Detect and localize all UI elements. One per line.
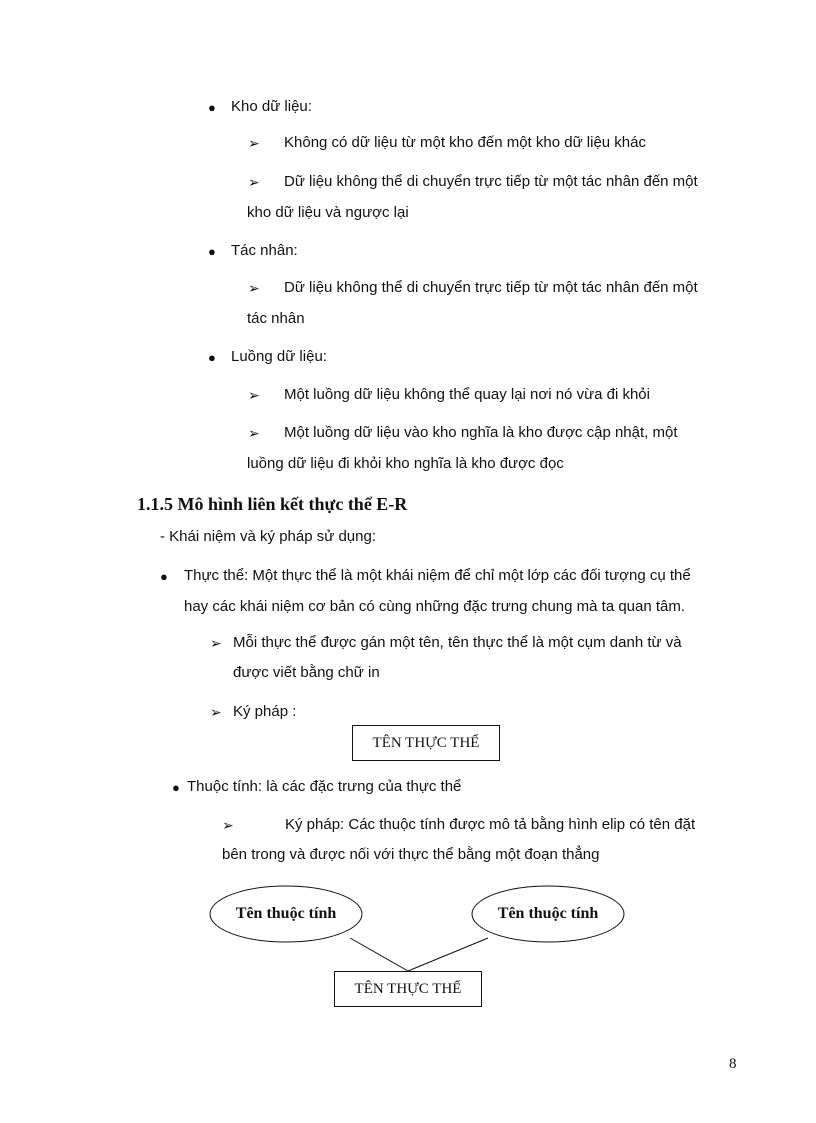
section-title-tacnhan: Tác nhân: xyxy=(231,242,298,259)
entity-rule-line2: được viết bằng chữ in xyxy=(233,664,380,681)
bullet-icon: ● xyxy=(208,350,216,365)
arrow-icon: ➢ xyxy=(248,174,260,190)
bullet-icon: ● xyxy=(160,569,168,584)
arrow-icon: ➢ xyxy=(248,425,260,441)
rule-luong-2-line2: luồng dữ liệu đi khỏi kho nghĩa là kho được đọc xyxy=(247,455,564,472)
connector-line-right xyxy=(408,938,488,971)
attribute-def: Thuộc tính: là các đặc trưng của thực thể xyxy=(187,778,462,795)
bullet-icon: ● xyxy=(172,780,180,795)
rule-kho-2-line2: kho dữ liệu và ngược lại xyxy=(247,204,409,221)
rule-kho-2-line1: Dữ liệu không thể di chuyển trực tiếp từ một tác nhân đến một xyxy=(284,173,698,190)
bullet-icon: ● xyxy=(208,100,216,115)
section-title-luong: Luồng dữ liệu: xyxy=(231,348,327,365)
diagram-entity-box-label: TÊN THỰC THỂ xyxy=(354,980,462,997)
page-number: 8 xyxy=(729,1056,737,1072)
entity-def-line2: hay các khái niệm cơ bản có cùng những đặc trưng chung mà ta quan tâm. xyxy=(184,598,686,615)
arrow-icon: ➢ xyxy=(210,704,222,720)
rule-kho-1: Không có dữ liệu từ một kho đến một kho dữ liệu khác xyxy=(284,134,646,151)
arrow-icon: ➢ xyxy=(222,817,234,833)
rule-luong-1: Một luồng dữ liệu không thể quay lại nơi nó vừa đi khỏi xyxy=(284,386,650,403)
rule-tacnhan-1-line1: Dữ liệu không thể di chuyển trực tiếp từ một tác nhân đến một xyxy=(284,279,698,296)
entity-rule-line1: Mỗi thực thể được gán một tên, tên thực thể là một cụm danh từ và xyxy=(233,634,682,651)
arrow-icon: ➢ xyxy=(210,635,222,651)
arrow-icon: ➢ xyxy=(248,135,260,151)
section-heading-number: 1.1.5 xyxy=(137,494,173,514)
attribute-rule-line1: Ký pháp: Các thuộc tính được mô tả bằng hình elip có tên đặt xyxy=(285,816,696,833)
entity-notation-label: Ký pháp : xyxy=(233,703,297,720)
connector-line-left xyxy=(350,938,408,971)
rule-luong-2-line1: Một luồng dữ liệu vào kho nghĩa là kho được cập nhật, một xyxy=(284,424,678,441)
arrow-icon: ➢ xyxy=(248,387,260,403)
section-title-kho: Kho dữ liệu: xyxy=(231,98,312,115)
rule-tacnhan-1-line2: tác nhân xyxy=(247,310,305,327)
arrow-icon: ➢ xyxy=(248,280,260,296)
entity-notation-box-label: TÊN THỰC THỂ xyxy=(372,734,480,751)
attribute-ellipse-right-label: Tên thuộc tính xyxy=(497,905,599,922)
entity-def-line1: Thực thể: Một thực thể là một khái niệm để chỉ một lớp các đối tượng cụ thể xyxy=(184,567,691,584)
attribute-rule-line2: bên trong và được nối với thực thể bằng một đoạn thẳng xyxy=(222,846,600,863)
diagram-entity-box xyxy=(334,971,482,1007)
section-heading-title: Mô hình liên kết thực thể E-R xyxy=(177,494,408,514)
intro-text: - Khái niệm và ký pháp sử dụng: xyxy=(160,528,376,545)
attribute-ellipse-left-label: Tên thuộc tính xyxy=(235,905,337,922)
bullet-icon: ● xyxy=(208,244,216,259)
